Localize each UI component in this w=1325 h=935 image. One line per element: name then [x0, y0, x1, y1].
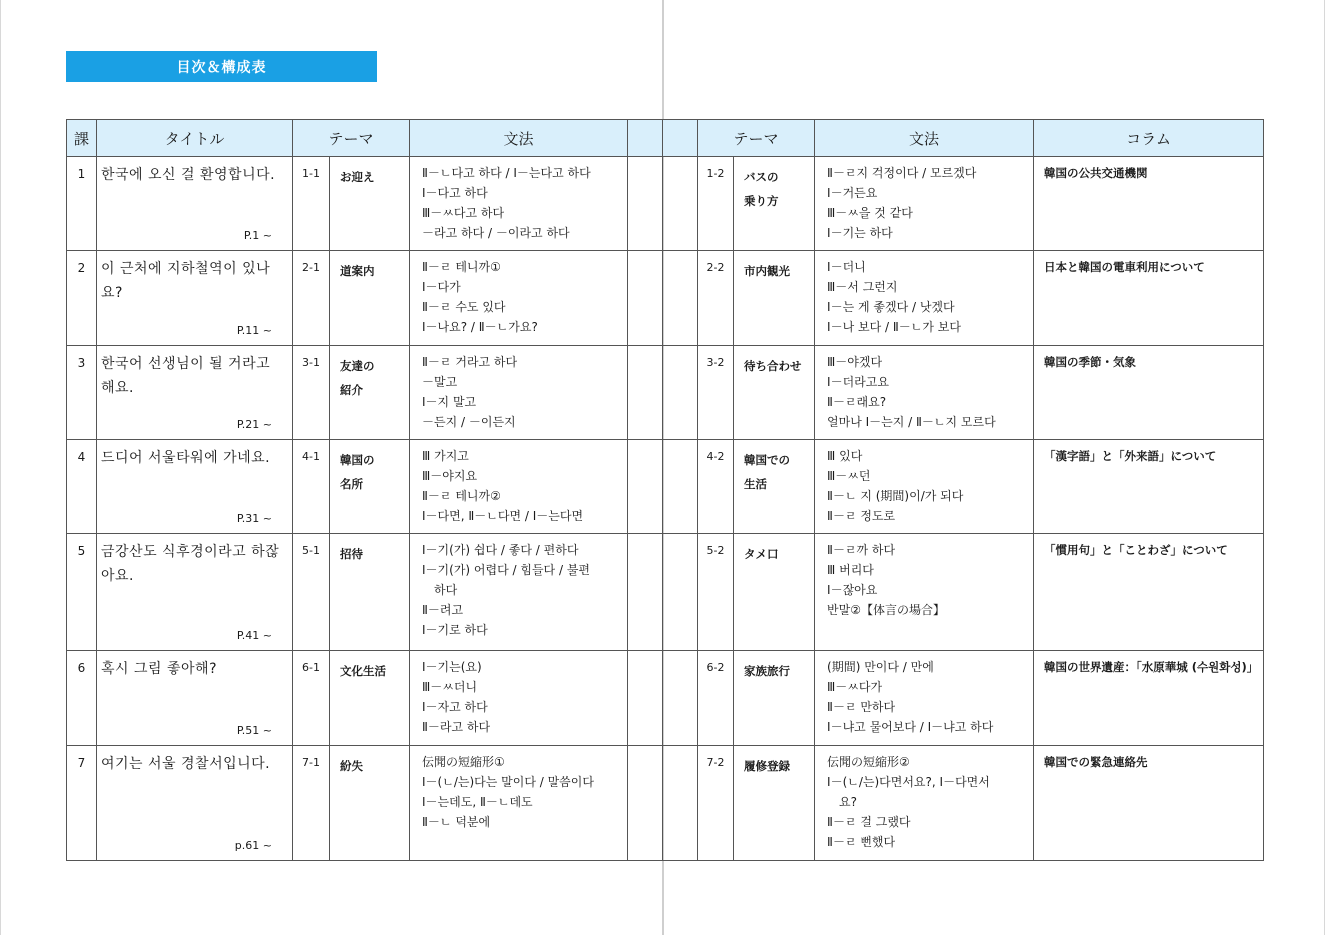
spine-gap-right — [663, 346, 698, 440]
grammar-line: Ⅰ－는데도, Ⅱ－ㄴ데도 — [422, 795, 533, 809]
theme-line: 生活 — [744, 477, 768, 491]
lesson-number: 7 — [67, 746, 97, 861]
grammar-line: Ⅱ－ㄹ지 걱정이다 / 모르겠다 — [827, 166, 977, 180]
left-theme-code: 4-1 — [293, 440, 330, 534]
left-theme — [330, 651, 410, 746]
grammar-line: Ⅰ－(ㄴ/는)다는 말이다 / 말씀이다 — [422, 775, 594, 789]
grammar-line: Ⅰ－자고 하다 — [422, 700, 488, 714]
toc-row — [67, 346, 1264, 440]
toc-row — [67, 534, 1264, 651]
grammar-line: Ⅱ－ㄴ 덕분에 — [422, 815, 491, 829]
grammar-line: Ⅱ－ㄹ 테니까② — [422, 489, 501, 503]
grammar-line: 하다 — [434, 583, 458, 597]
lesson-cell — [97, 251, 293, 346]
page-title: 目次＆構成表 — [66, 51, 377, 82]
grammar-line: Ⅰ－잖아요 — [827, 583, 878, 597]
left-theme — [330, 746, 410, 861]
grammar-line: Ⅲ－야겠다 — [827, 355, 883, 369]
lesson-title: 드디어 서울타워에 가네요. — [101, 450, 271, 466]
left-theme-code: 1-1 — [293, 157, 330, 251]
grammar-line: Ⅰ－는 게 좋겠다 / 낫겠다 — [827, 300, 955, 314]
theme-line: 家族旅行 — [744, 664, 791, 678]
spine-gap-right — [663, 746, 698, 861]
column-topic: 日本と韓国の電車利用について — [1034, 251, 1264, 346]
right-theme — [734, 651, 815, 746]
grammar-line: Ⅰ－다면, Ⅱ－ㄴ다면 / Ⅰ－는다면 — [422, 509, 584, 523]
right-theme — [734, 440, 815, 534]
right-grammar — [815, 534, 1034, 651]
grammar-line: Ⅲ－ㅆ다가 — [827, 680, 883, 694]
lesson-title: 한국에 오신 걸 환영합니다. — [101, 167, 276, 183]
grammar-line: Ⅱ－ㄹ 만하다 — [827, 700, 896, 714]
right-grammar — [815, 157, 1034, 251]
right-theme — [734, 251, 815, 346]
theme-line: 紹介 — [340, 383, 363, 397]
header-lesson-num: 課 — [67, 120, 97, 157]
grammar-line: Ⅰ－더니 — [827, 260, 866, 274]
left-theme-code: 6-1 — [293, 651, 330, 746]
right-grammar — [815, 440, 1034, 534]
right-theme-code: 1-2 — [698, 157, 734, 251]
right-grammar — [815, 651, 1034, 746]
right-theme — [734, 346, 815, 440]
theme-line: タメ口 — [744, 547, 779, 561]
lesson-title: 금강산도 식후경이라고 하잖아요. — [101, 544, 280, 584]
header-theme-left: テーマ — [293, 120, 410, 157]
left-grammar — [410, 346, 628, 440]
theme-line: 道案内 — [340, 264, 375, 278]
theme-line: 韓国の — [340, 453, 375, 467]
grammar-line: Ⅱ－ㄹ 수도 있다 — [422, 300, 506, 314]
toc-row — [67, 651, 1264, 746]
left-grammar — [410, 251, 628, 346]
grammar-line: Ⅲ－ㅆ을 것 같다 — [827, 206, 913, 220]
spine-gap-right — [663, 440, 698, 534]
spine-gap-left — [628, 440, 663, 534]
toc-row — [67, 251, 1264, 346]
lesson-page-ref: P.31 ~ — [236, 512, 272, 525]
lesson-cell — [97, 157, 293, 251]
spine-gap-right — [663, 651, 698, 746]
left-grammar — [410, 746, 628, 861]
grammar-line: Ⅰ－지 말고 — [422, 395, 477, 409]
right-theme — [734, 746, 815, 861]
lesson-cell — [97, 746, 293, 861]
lesson-cell — [97, 346, 293, 440]
right-theme-code: 4-2 — [698, 440, 734, 534]
theme-line: バスの — [744, 170, 779, 184]
toc-row — [67, 440, 1264, 534]
lesson-page-ref: P.1 ~ — [243, 229, 272, 242]
grammar-line: Ⅲ－야지요 — [422, 469, 478, 483]
grammar-line: Ⅲ 가지고 — [422, 449, 469, 463]
grammar-line: －말고 — [422, 375, 458, 389]
theme-line: 紛失 — [340, 759, 363, 773]
header-gap-right — [663, 120, 698, 157]
grammar-line: －든지 / －이든지 — [422, 415, 516, 429]
right-grammar — [815, 251, 1034, 346]
grammar-line: Ⅱ－ㄴ다고 하다 / Ⅰ－는다고 하다 — [422, 166, 591, 180]
toc-table — [66, 119, 1264, 861]
left-grammar — [410, 157, 628, 251]
theme-line: 名所 — [340, 477, 363, 491]
right-theme-code: 5-2 — [698, 534, 734, 651]
lesson-number: 3 — [67, 346, 97, 440]
lesson-page-ref: P.11 ~ — [236, 324, 272, 337]
right-theme — [734, 534, 815, 651]
grammar-line: 얼마나 Ⅰ－는지 / Ⅱ－ㄴ지 모르다 — [827, 415, 996, 429]
column-topic: 韓国の季節・気象 — [1034, 346, 1264, 440]
right-grammar — [815, 746, 1034, 861]
grammar-line: (期間) 만이다 / 만에 — [827, 660, 934, 674]
left-theme-code: 2-1 — [293, 251, 330, 346]
spine-gap-left — [628, 651, 663, 746]
grammar-line: Ⅱ－ㄹ 거라고 하다 — [422, 355, 518, 369]
grammar-line: Ⅰ－나요? / Ⅱ－ㄴ가요? — [422, 320, 538, 334]
lesson-number: 4 — [67, 440, 97, 534]
left-theme-code: 5-1 — [293, 534, 330, 651]
grammar-line: Ⅰ－냐고 물어보다 / Ⅰ－냐고 하다 — [827, 720, 994, 734]
left-theme-code: 7-1 — [293, 746, 330, 861]
spine-gap-left — [628, 534, 663, 651]
grammar-line: Ⅱ－ㄹ 정도로 — [827, 509, 896, 523]
toc-row — [67, 157, 1264, 251]
header-gap-left — [628, 120, 663, 157]
lesson-title: 이 근처에 지하철역이 있나요? — [101, 261, 271, 301]
right-theme-code: 3-2 — [698, 346, 734, 440]
left-grammar — [410, 651, 628, 746]
spine-gap-right — [663, 251, 698, 346]
lesson-page-ref: P.51 ~ — [236, 724, 272, 737]
lesson-cell — [97, 651, 293, 746]
theme-line: 文化生活 — [340, 664, 386, 678]
grammar-line: Ⅰ－거든요 — [827, 186, 878, 200]
header-theme-right: テーマ — [698, 120, 815, 157]
grammar-line: Ⅲ 있다 — [827, 449, 863, 463]
grammar-line: Ⅰ－다가 — [422, 280, 461, 294]
header-grammar-left: 文法 — [410, 120, 628, 157]
left-theme — [330, 534, 410, 651]
grammar-line: Ⅱ－ㄴ 지 (期間)이/가 되다 — [827, 489, 964, 503]
left-grammar — [410, 440, 628, 534]
grammar-line: Ⅱ－라고 하다 — [422, 720, 491, 734]
theme-line: お迎え — [340, 170, 375, 184]
grammar-line: 반말②【体言の場合】 — [827, 603, 945, 617]
grammar-line: Ⅱ－ㄹ 테니까① — [422, 260, 501, 274]
theme-line: 乗り方 — [744, 194, 779, 208]
grammar-line: Ⅰ－(ㄴ/는)다면서요?, Ⅰ－다면서 — [827, 775, 990, 789]
lesson-number: 2 — [67, 251, 97, 346]
header-title: タイトル — [97, 120, 293, 157]
spine-gap-left — [628, 346, 663, 440]
header-column: コラム — [1034, 120, 1264, 157]
lesson-number: 1 — [67, 157, 97, 251]
grammar-line: Ⅱ－ㄹ래요? — [827, 395, 887, 409]
lesson-page-ref: P.21 ~ — [236, 418, 272, 431]
grammar-line: Ⅲ－서 그런지 — [827, 280, 898, 294]
lesson-cell — [97, 534, 293, 651]
left-page-edge — [0, 0, 1, 935]
grammar-line: Ⅰ－기(가) 어렵다 / 힘들다 / 불편 — [422, 563, 590, 577]
theme-line: 履修登録 — [744, 759, 791, 773]
column-topic: 「漢字語」と「外来語」について — [1034, 440, 1264, 534]
lesson-page-ref: p.61 ~ — [234, 839, 272, 852]
left-theme — [330, 251, 410, 346]
left-grammar — [410, 534, 628, 651]
grammar-line: Ⅲ 버리다 — [827, 563, 874, 577]
column-topic: 韓国の公共交通機関 — [1034, 157, 1264, 251]
grammar-line: Ⅲ－ㅆ던 — [827, 469, 871, 483]
column-topic: 「慣用句」と「ことわざ」について — [1034, 534, 1264, 651]
lesson-title: 한국어 선생님이 될 거라고 해요. — [101, 356, 271, 396]
grammar-line: Ⅰ－다고 하다 — [422, 186, 488, 200]
spine-gap-left — [628, 746, 663, 861]
lesson-number: 6 — [67, 651, 97, 746]
grammar-line: 伝聞の短縮形① — [422, 755, 505, 769]
toc-row — [67, 746, 1264, 861]
grammar-line: Ⅰ－기는(요) — [422, 660, 482, 674]
grammar-line: Ⅰ－더라고요 — [827, 375, 889, 389]
lesson-cell — [97, 440, 293, 534]
spine-gap-right — [663, 157, 698, 251]
left-theme — [330, 346, 410, 440]
right-theme-code: 6-2 — [698, 651, 734, 746]
right-grammar — [815, 346, 1034, 440]
grammar-line: 요? — [839, 795, 857, 809]
lesson-title: 여기는 서울 경찰서입니다. — [101, 756, 271, 772]
theme-line: 市内観光 — [744, 264, 791, 278]
grammar-line: －라고 하다 / －이라고 하다 — [422, 226, 570, 240]
grammar-line: Ⅰ－기(가) 쉽다 / 좋다 / 편하다 — [422, 543, 579, 557]
grammar-line: Ⅰ－기는 하다 — [827, 226, 893, 240]
theme-line: 招待 — [340, 547, 363, 561]
left-theme — [330, 157, 410, 251]
left-theme — [330, 440, 410, 534]
column-topic: 韓国の世界遺産：「水原華城 (수원화성)」 — [1034, 651, 1264, 746]
grammar-line: Ⅲ－ㅆ더니 — [422, 680, 478, 694]
grammar-line: Ⅱ－ㄹ 걸 그랬다 — [827, 815, 911, 829]
grammar-line: Ⅱ－려고 — [422, 603, 464, 617]
grammar-line: Ⅲ－ㅆ다고 하다 — [422, 206, 505, 220]
spine-gap-left — [628, 157, 663, 251]
right-theme — [734, 157, 815, 251]
right-theme-code: 2-2 — [698, 251, 734, 346]
spine-gap-left — [628, 251, 663, 346]
theme-line: 友達の — [340, 359, 375, 373]
theme-line: 韓国での — [744, 453, 791, 467]
left-theme-code: 3-1 — [293, 346, 330, 440]
spine-gap-right — [663, 534, 698, 651]
grammar-line: 伝聞の短縮形② — [827, 755, 910, 769]
right-theme-code: 7-2 — [698, 746, 734, 861]
lesson-page-ref: P.41 ~ — [236, 629, 272, 642]
theme-line: 待ち合わせ — [744, 359, 802, 373]
lesson-title: 혹시 그림 좋아해? — [101, 661, 217, 677]
grammar-line: Ⅱ－ㄹ까 하다 — [827, 543, 896, 557]
grammar-line: Ⅰ－기로 하다 — [422, 623, 488, 637]
column-topic: 韓国での緊急連絡先 — [1034, 746, 1264, 861]
grammar-line: Ⅰ－나 보다 / Ⅱ－ㄴ가 보다 — [827, 320, 961, 334]
grammar-line: Ⅱ－ㄹ 뻔했다 — [827, 835, 896, 849]
header-row — [67, 120, 1264, 157]
header-grammar-right: 文法 — [815, 120, 1034, 157]
lesson-number: 5 — [67, 534, 97, 651]
